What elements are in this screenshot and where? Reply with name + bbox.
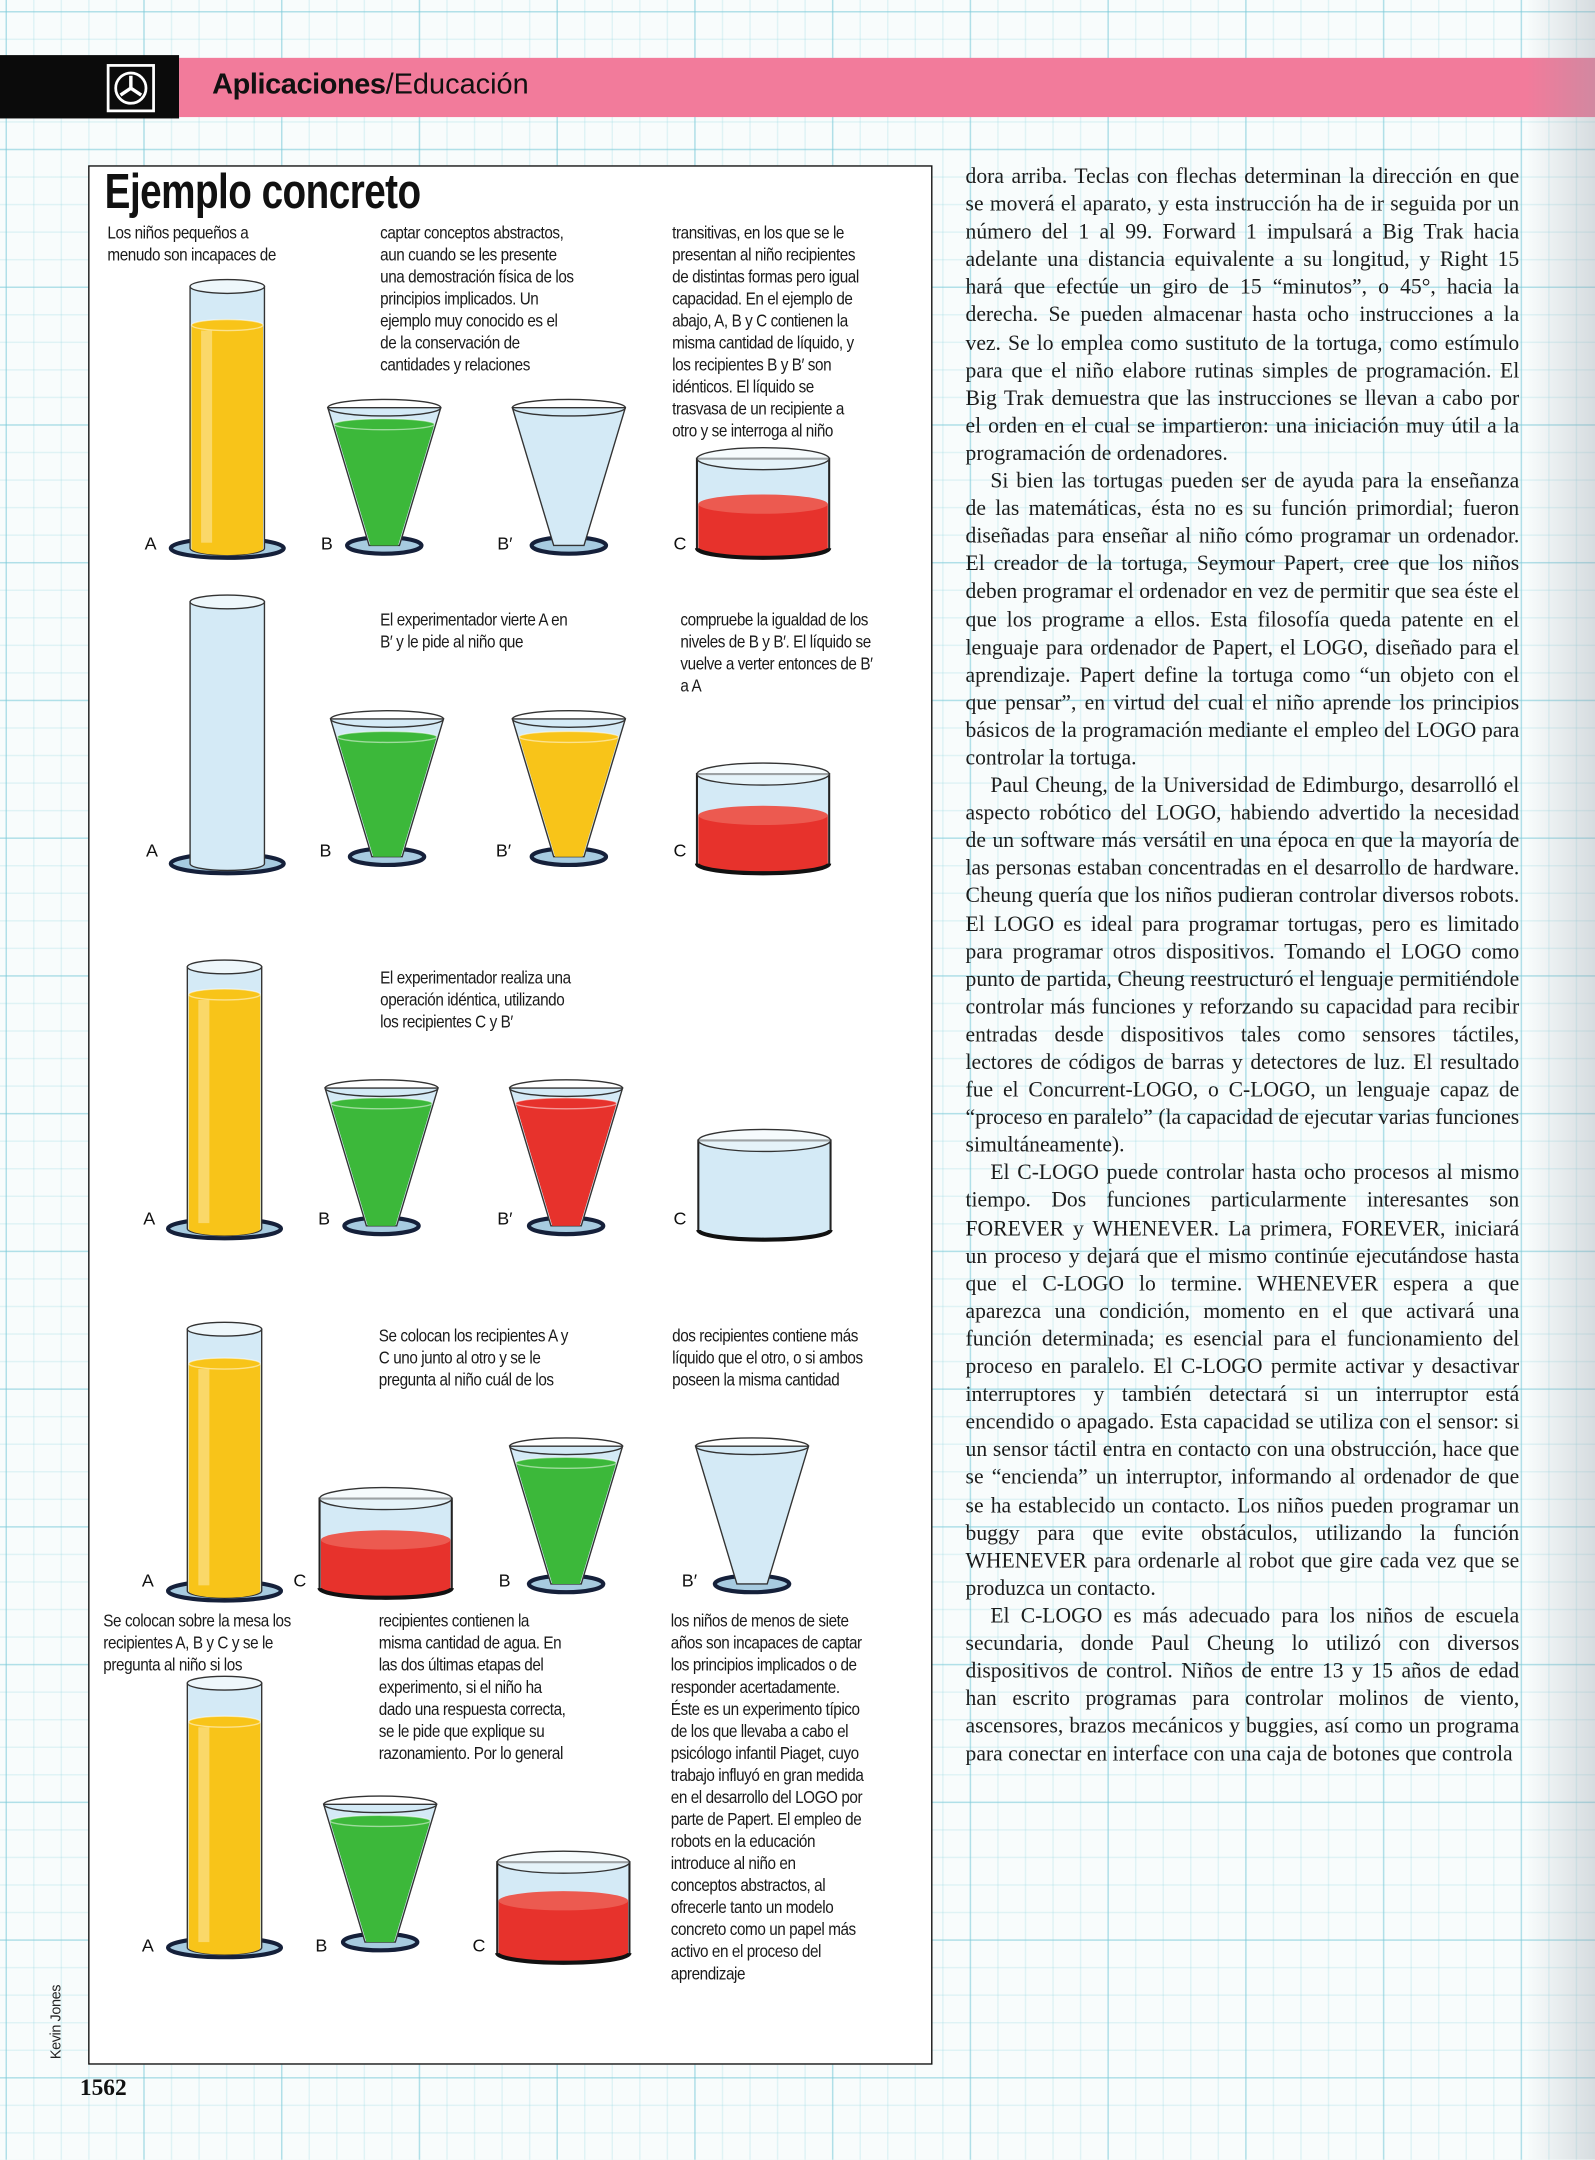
box-title: Ejemplo concreto [104,162,421,220]
caption-line: operación idéntica, utilizando [380,990,565,1010]
caption-line: de los que llevaba a cabo el [670,1721,849,1741]
vessel-label: C [673,1208,687,1229]
caption-line: Éste es un experimento típico [670,1699,860,1719]
caption-line: pregunta al niño si los [103,1655,243,1675]
subsection-name: /Educación [385,68,529,101]
caption-line: razonamiento. Por lo general [378,1743,563,1764]
caption-line: a A [680,676,702,696]
caption-line: activo en el proceso del [670,1942,821,1962]
caption-line: los recipientes B y B′ son [672,355,832,375]
tall-cylinder-vessel [168,960,281,1238]
caption-line: cantidades y relaciones [380,355,530,375]
caption-line: Se colocan los recipientes A y [378,1326,569,1346]
page-number: 1562 [79,2074,127,2101]
caption-line: robots en la educación [670,1831,816,1852]
vessel-label: B [315,1935,328,1956]
caption-line: una demostración física de los [380,267,574,287]
scan-shadow [1526,0,1595,2160]
wide-dish-vessel [697,448,829,558]
vessel-label: C [673,840,687,861]
caption-line: aun cuando se les presente [380,245,557,265]
cone-vessel [328,399,441,553]
wide-dish-vessel [497,1851,629,1963]
caption-line: captar conceptos abstractos, [380,223,564,243]
caption-line: líquido que el otro, o si ambos [672,1348,863,1368]
caption-line: menudo son incapaces de [107,245,276,265]
caption-line: años son incapaces de captar [670,1633,862,1653]
caption-line: de distintas formas pero igual [672,267,859,287]
caption-line: se le pide que explique su [378,1721,545,1741]
cone-vessel [510,1438,623,1592]
vessel-label: C [293,1570,307,1591]
caption-line: El experimentador realiza una [380,968,571,988]
caption-line: B′ y le pide al niño que [380,632,524,652]
caption-line: El experimentador vierte A en [380,610,568,630]
caption-line: experimento, si el niño ha [378,1677,542,1697]
tall-cylinder-vessel [168,1322,281,1600]
caption-line: ejemplo muy conocido es el [380,311,558,331]
cone-vessel [331,711,444,865]
caption-line: Los niños pequeños a [107,223,249,243]
cone-vessel [512,399,625,553]
caption-line: conceptos abstractos, al [670,1875,826,1896]
vessel-label: B [320,533,333,554]
caption-line: pregunta al niño cuál de los [378,1370,554,1390]
caption-line: trasvasa de un recipiente a [672,399,845,419]
caption-line: vuelve a verter entonces de B′ [680,654,873,674]
caption-line: en el desarrollo del LOGO por [670,1787,863,1808]
cone-vessel [325,1080,438,1234]
caption-line: los principios implicados o de [670,1655,857,1675]
caption-line: concreto como un papel más [670,1920,856,1940]
wide-dish-vessel [698,1129,830,1239]
article-paragraph: El C-LOGO puede controlar hasta ocho procesos al mismo tiempo. Dos funciones particularmente interesantes son FOREVER y WHENEVER. La primera, FOREVER, iniciará un proceso y dejará que el mismo continúe ejecutándose hasta que el C-LOGO lo termine. WHENEVER espera a que aparezca una condición, momento en el que activará una función determinada; es esencial para el funcionamiento del proceso en paralelo. El C-LOGO permite activar y desactivar interruptores y también detectará si un interruptor está encendido o apagado. Esta capacidad se utiliza con el sensor: si un sensor táctil entra en contacto con una obstrucción, hace que se “encienda” un interruptor, informando al ordenador de que se ha establecido un contacto. Los niños pueden programar un buggy para que evite obstáculos, utilizando la función WHENEVER para ordenarle al robot que gire cada vez que se produzca un contacto. [965,1161,1520,1601]
vessel-label: C [472,1935,486,1956]
vessel-label: B′ [497,1208,513,1229]
vessel-label: A [146,840,158,861]
caption-line: recipientes A, B y C y se le [103,1633,273,1653]
caption-line: poseen la misma cantidad [672,1370,840,1390]
caption-line: las dos últimas etapas del [378,1655,544,1675]
caption-line: niveles de B y B′. El líquido se [680,632,871,652]
vessel-label: B′ [497,533,513,554]
cone-vessel [510,1080,623,1234]
caption-line: aprendizaje [670,1964,746,1984]
caption-line: abajo, A, B y C contienen la [672,311,848,331]
article-paragraph: El C-LOGO es más adecuado para los niños de escuela secundaria, donde Paul Cheung lo utilizó con diversos dispositivos de control. Niños de entre 13 y 15 años de edad han escrito programas para controlar molinos de viento, ascensores, brazos mecánicos y buggies, así como un programa para conectar en interface con una caja de botones que controla [965,1604,1520,1767]
vessel-label: A [141,1935,154,1956]
caption-line: los recipientes C y B′ [380,1012,513,1032]
caption-line: otro y se interroga al niño [672,421,833,441]
caption-line: presentan al niño recipientes [672,245,856,265]
vessel-label: A [144,533,157,554]
caption-line: trabajo influyó en gran medida [670,1765,864,1786]
caption-line: idénticos. El líquido se [672,377,814,397]
section-name: Aplicaciones [212,68,386,101]
wide-dish-vessel [320,1488,452,1598]
article-paragraph: dora arriba. Teclas con flechas determinan la dirección en que se moverá el aparato, y esta instrucción ha de ir seguida por un número del 1 al 99. Forward 1 impulsará a Big Trak hacia adelante una distancia equivalente a su longitud, y Right 15 hará que efectúe un giro de 15 “minutos”, o 45°, hacia la derecha. Se pueden almacenar hasta ocho instrucciones a la vez. Se lo emplea como sustituto de la tortuga, como estímulo para que el niño elabore rutinas simples de programación. El Big Trak demuestra que las instrucciones se llevan a cabo por el orden en el cual se impartieron: una iniciación muy útil a la programación de ordenadores. [965,165,1520,466]
vessel-label: A [141,1570,154,1591]
caption-line: Se colocan sobre la mesa los [103,1611,291,1631]
article-paragraph: Si bien las tortugas pueden ser de ayuda para la enseñanza de las matemáticas, ésta no es su función primordial; fueron diseñadas para enseñar al niño cómo programar un ordenador. El creador de la tortuga, Seymour Papert, cree que los niños deben programar el ordenador en vez de permitir que sea éste el que los programe a ellos. Esta filosofía queda patente en el lenguaje para ordenador de Papert, el LOGO, diseñado para el aprendizaje. Papert define la tortuga como “un objeto con el que pensar”, en virtud del cual el niño aprende los principios básicos de la programación mediante el empleo del LOGO para controlar la tortuga. [965,469,1520,770]
caption-line: principios implicados. Un [380,289,539,309]
vessel-label: B [319,840,332,861]
vessel-label: B [498,1570,511,1591]
caption-line: dado una respuesta correcta, [378,1699,566,1719]
caption-line: dos recipientes contiene más [672,1326,858,1346]
caption-line: transitivas, en los que se le [672,223,844,243]
caption-line: psicólogo infantil Piaget, cuyo [670,1743,859,1764]
article-paragraph: Paul Cheung, de la Universidad de Edimburgo, desarrolló el aspecto robótico del LOGO, habiendo advertido la necesidad de un software más versátil en una época en que la mayoría de las personas estaban concentradas en el desarrollo de hardware. Cheung quería que los niños pudieran controlar diversos robots. El LOGO es ideal para programar tortugas, pero es limitado para programar otros dispositivos. Tomando el LOGO como punto de partida, Cheung reestructuró el lenguaje permitiéndole controlar más funciones y reforzando su capacidad para recibir entradas desde dispositivos tales como sensores táctiles, lectores de códigos de barras y detectores de luz. El resultado fue el Concurrent-LOGO, o C-LOGO, un lenguaje capaz de “proceso en paralelo” (la capacidad de ejecutar varias funciones simultáneamente). [965,774,1520,1158]
caption-line: responder acertadamente. [670,1677,840,1697]
caption-line: los niños de menos de siete [670,1611,849,1631]
caption-line: compruebe la igualdad de los [680,610,868,630]
vessel-label: B′ [495,840,512,861]
caption-line: de la conservación de [380,333,520,353]
tall-cylinder-vessel [168,1676,281,1957]
cone-vessel [324,1796,437,1950]
caption-line: misma cantidad de líquido, y [672,333,854,353]
caption-line: misma cantidad de agua. En [378,1633,562,1653]
vessel-label: C [673,533,687,554]
caption-line: introduce al niño en [670,1853,796,1874]
wide-dish-vessel [697,763,829,873]
article-column [966,164,1520,1769]
caption-line: C uno junto al otro y se le [378,1348,541,1368]
caption-line: ofrecerle tanto un modelo [670,1898,834,1918]
cone-vessel [696,1438,809,1592]
caption-line: recipientes contienen la [378,1611,529,1631]
vessel-label: B′ [681,1570,698,1591]
cone-vessel [512,711,625,865]
caption-line: capacidad. En el ejemplo de [672,289,853,309]
vessel-label: B [318,1208,331,1229]
tall-cylinder-vessel [171,280,284,558]
caption-line: parte de Papert. El empleo de [670,1809,862,1830]
vessel-label: A [143,1208,156,1229]
illustrator-credit: Kevin Jones [48,1984,65,2060]
tall-cylinder-vessel [171,595,284,873]
